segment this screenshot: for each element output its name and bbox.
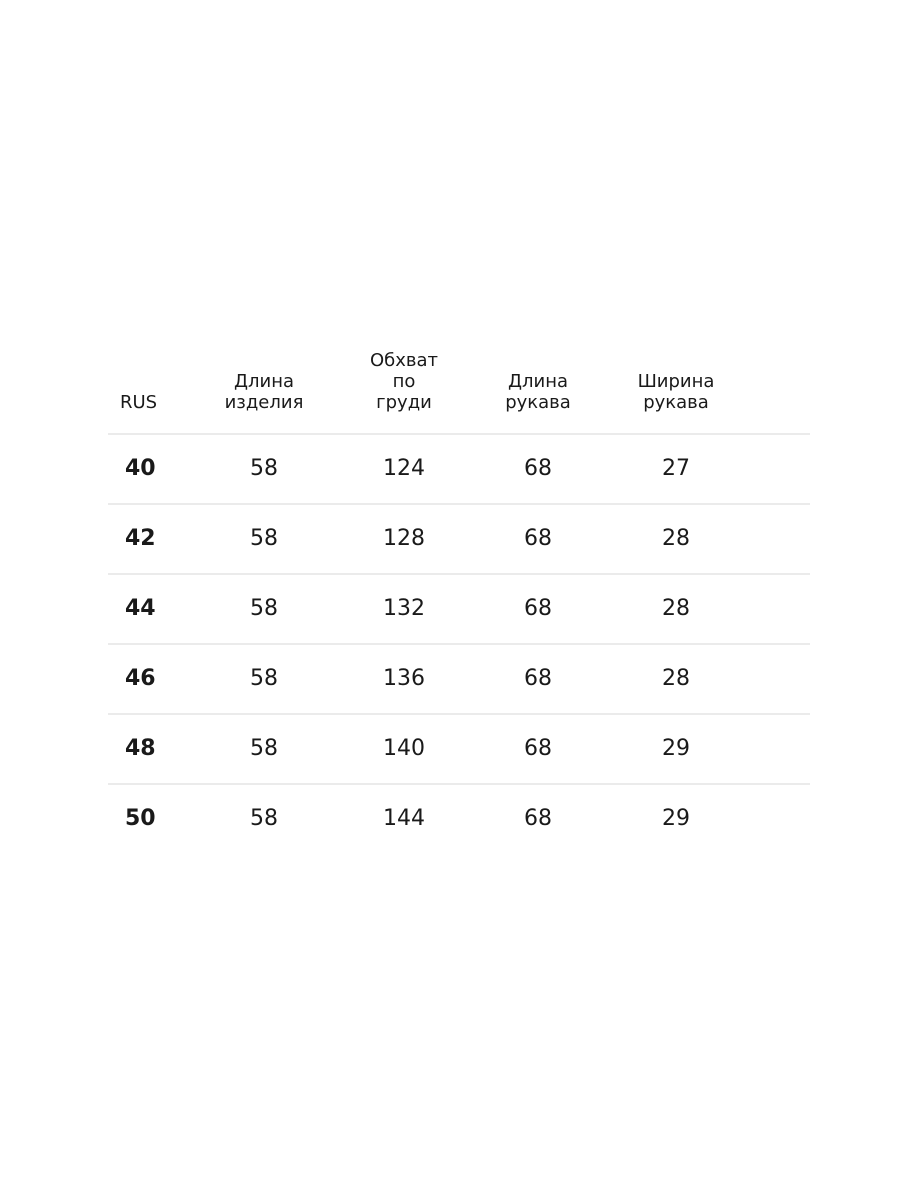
table-row [108,435,810,503]
size-cell: 44 [125,596,156,621]
table-row [108,645,810,713]
sleeve-width-cell: 28 [662,526,690,551]
table-row [108,505,810,573]
sleeve-width-cell: 29 [662,736,690,761]
size-cell: 46 [125,666,156,691]
sleeve-length-cell: 68 [524,806,552,831]
table-header-row [108,345,810,433]
header-sleeve-width: Ширина рукава [637,371,715,413]
table-row [108,785,810,853]
sleeve-length-cell: 68 [524,526,552,551]
sleeve-length-cell: 68 [524,666,552,691]
sleeve-width-cell: 27 [662,456,690,481]
header-sleeve-length: Длина рукава [505,371,571,413]
header-rus: RUS [120,392,158,413]
table-row [108,715,810,783]
chest-girth-cell: 124 [383,456,425,481]
product-length-cell: 58 [250,666,278,691]
sleeve-width-cell: 28 [662,596,690,621]
product-length-cell: 58 [250,806,278,831]
table-row [108,575,810,643]
sleeve-length-cell: 68 [524,456,552,481]
header-product-length: Длина изделия [224,371,304,413]
chest-girth-cell: 144 [383,806,425,831]
product-length-cell: 58 [250,526,278,551]
chest-girth-cell: 132 [383,596,425,621]
size-cell: 48 [125,736,156,761]
size-cell: 40 [125,456,156,481]
header-chest-girth: Обхват по груди [369,350,439,413]
size-table [108,345,810,853]
product-length-cell: 58 [250,596,278,621]
sleeve-width-cell: 28 [662,666,690,691]
sleeve-length-cell: 68 [524,596,552,621]
product-length-cell: 58 [250,736,278,761]
sleeve-width-cell: 29 [662,806,690,831]
size-cell: 50 [125,806,156,831]
chest-girth-cell: 136 [383,666,425,691]
product-length-cell: 58 [250,456,278,481]
size-cell: 42 [125,526,156,551]
chest-girth-cell: 128 [383,526,425,551]
chest-girth-cell: 140 [383,736,425,761]
sleeve-length-cell: 68 [524,736,552,761]
